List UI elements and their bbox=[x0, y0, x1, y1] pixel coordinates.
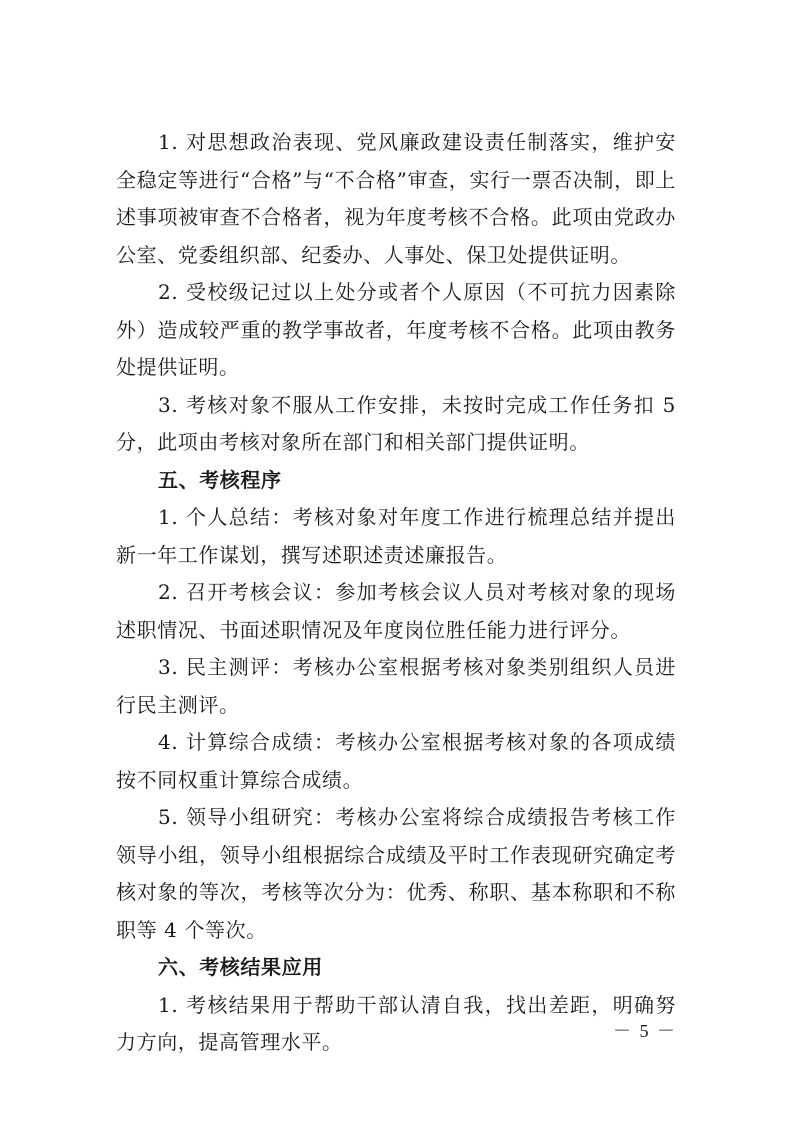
paragraph-4: 1. 个人总结：考核对象对年度工作进行梳理总结并提出新一年工作谋划，撰写述职述责述廉报告。 bbox=[116, 505, 676, 567]
section-heading-6: 六、考核结果应用 bbox=[158, 955, 323, 979]
document-body bbox=[116, 124, 676, 1062]
page-number: － 5 － bbox=[613, 1021, 677, 1041]
paragraph-1: 1. 对思想政治表现、党风廉政建设责任制落实，维护安全稳定等进行“合格”与“不合格”审查，实行一票否决制，即上述事项被审查不合格者，视为年度考核不合格。此项由党政办公室、党委组织部、纪委办、人事处、保卫处提供证明。 bbox=[116, 130, 676, 267]
paragraph-5: 2. 召开考核会议：参加考核会议人员对考核对象的现场述职情况、书面述职情况及年度岗位胜任能力进行评分。 bbox=[116, 580, 676, 642]
paragraph-8: 5. 领导小组研究：考核办公室将综合成绩报告考核工作领导小组，领导小组根据综合成绩及平时工作表现研究确定考核对象的等次，考核等次分为：优秀、称职、基本称职和不称职等 4 个等次。 bbox=[116, 805, 676, 942]
paragraph-3: 3. 考核对象不服从工作安排，未按时完成工作任务扣 5 分，此项由考核对象所在部门和相关部门提供证明。 bbox=[116, 392, 676, 454]
section-heading-5: 五、考核程序 bbox=[158, 467, 282, 492]
paragraph-7: 4. 计算综合成绩：考核办公室根据考核对象的各项成绩按不同权重计算综合成绩。 bbox=[116, 730, 676, 792]
paragraph-9: 1. 考核结果用于帮助干部认清自我，找出差距，明确努力方向，提高管理水平。 bbox=[116, 992, 676, 1054]
paragraph-2: 2. 受校级记过以上处分或者个人原因（不可抗力因素除外）造成较严重的教学事故者，年度考核不合格。此项由教务处提供证明。 bbox=[116, 280, 676, 379]
paragraph-6: 3. 民主测评：考核办公室根据考核对象类别组织人员进行民主测评。 bbox=[116, 655, 676, 717]
